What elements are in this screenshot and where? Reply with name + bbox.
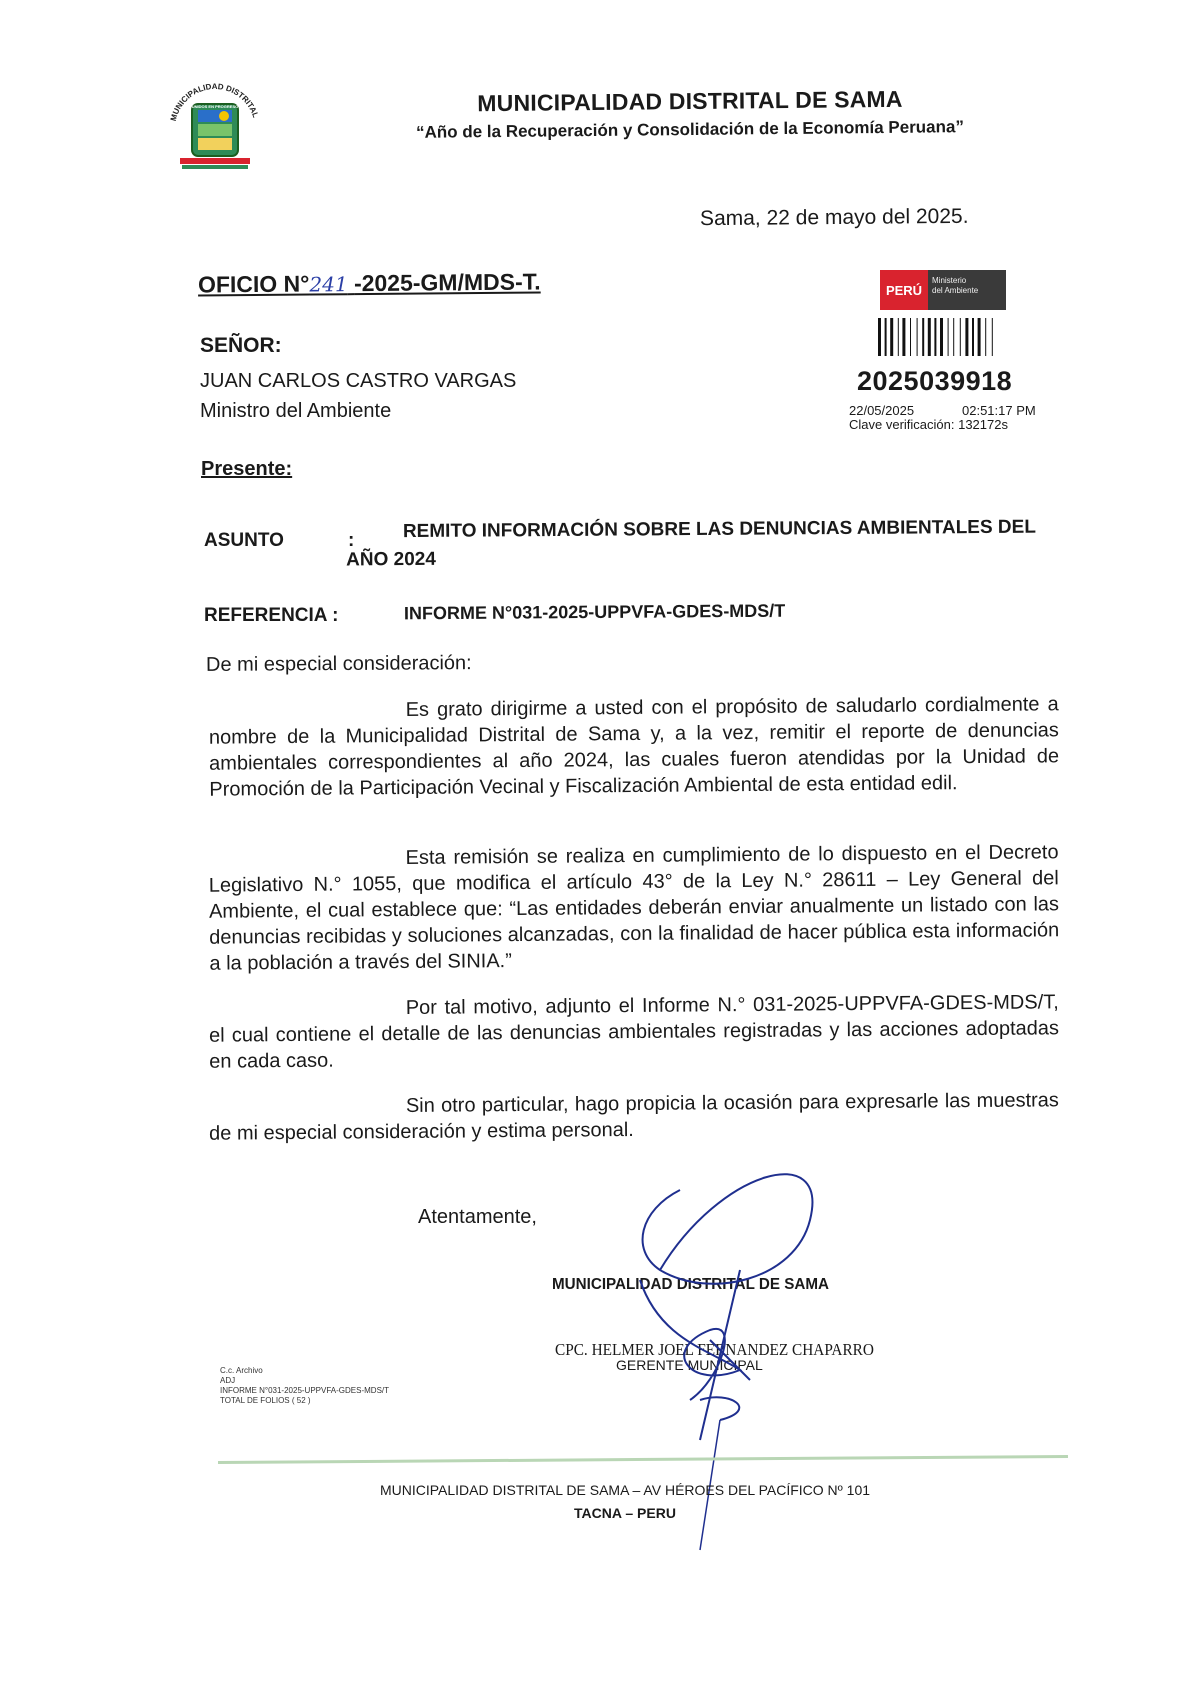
handwritten-signature [600,1150,830,1560]
body-paragraph-3: Por tal motivo, adjunto el Informe N.° 031-2025-UPPVFA-GDES-MDS/T, el cual contiene el detalle de las denuncias ambientales registradas y las acciones adoptadas en cada caso. [208,991,1060,1073]
body-paragraph-1: Es grato dirigirme a usted con el propósito de saludarlo cordialmente a nombre de la Municipalidad Distrital de Sama y, a la vez, remitir el reporte de denuncias ambientales correspondientes al año 2024, las cuales fueron atendidas por la Unidad de Promoción de la Participación Vecinal y Fiscalización Ambiental de esta entidad edil. [208,693,1060,801]
cc-line-4: TOTAL DE FOLIOS ( 52 ) [220,1396,311,1405]
greeting: De mi especial consideración: [205,652,472,676]
stamp-time: 02:51:17 PM [962,403,1036,418]
asunto-label: ASUNTO [204,530,284,551]
footer-address: MUNICIPALIDAD DISTRITAL DE SAMA – AV HÉROES DEL PACÍFICO Nº 101 [379,1482,871,1498]
oficio-number [198,269,541,299]
municipality-seal-logo [160,74,270,184]
cc-line-1: C.c. Archivo [220,1366,263,1375]
seal-arc-text: MUNICIPALIDAD DISTRITAL [168,81,261,123]
cc-block [220,1366,389,1406]
cc-line-2: ADJ [220,1376,236,1385]
header-title: MUNICIPALIDAD DISTRITAL DE SAMA [477,85,903,117]
header-motto: “Año de la Recuperación y Consolidación de la Economía Peruana” [415,117,965,142]
recipient-name: JUAN CARLOS CASTRO VARGAS [200,370,517,392]
footer-city: TACNA – PERU [574,1505,676,1521]
stamp-number: 2025039918 [857,366,1013,396]
body-paragraph-2: Esta remisión se realiza en cumplimiento de lo dispuesto en el Decreto Legislativo N.° 1055, que modifica el artículo 43° de la Ley N.° 28611 – Ley General del Ambiente, el cual establece que: “Las entidades deberán enviar anualmente un listado con las denuncias recibidas y soluciones alcanzadas, con la finalidad de hacer pública esta información a la población a través del SINIA.” [208,841,1060,975]
stamp-date: 22/05/2025 [849,403,915,418]
asunto-text: REMITO INFORMACIÓN SOBRE LAS DENUNCIAS AMBIENTALES DEL AÑO 2024 [346,516,1036,571]
salutation: SEÑOR: [200,334,282,357]
body-paragraph-4: Sin otro particular, hago propicia la ocasión para expresarle las muestras de mi especial consideración y estima personal. [209,1089,1059,1145]
oficio-handwritten-number: 241 [309,272,348,297]
asunto-colon: : [348,530,355,551]
stamp-peru-flag: PERÚ [880,270,928,310]
stamp-ministry-line1: Ministerio [932,276,967,285]
barcode [878,318,1023,356]
signature-org: MUNICIPALIDAD DISTRITAL DE SAMA [552,1276,829,1293]
letter-date: Sama, 22 de mayo del 2025. [699,204,969,231]
seal-inner-text: UNIDOS EN PROGRESO [191,104,239,109]
referencia-text: INFORME N°031-2025-UPPVFA-GDES-MDS/T [403,600,786,624]
signatory-name: CPC. HELMER JOEL FERNANDEZ CHAPARRO [555,1340,874,1359]
oficio-suffix: -2025-GM/MDS-T. [353,268,541,297]
stamp-ministry-line2: del Ambiente [932,286,979,295]
stamp-ministry [932,276,1002,296]
referencia-label: REFERENCIA : [204,605,339,626]
recipient-title: Ministro del Ambiente [200,400,392,422]
presente-label: Presente: [201,458,293,480]
stamp-clave: Clave verificación: 132172s [849,417,1008,432]
cc-line-3: INFORME N°031-2025-UPPVFA-GDES-MDS/T [220,1386,390,1395]
closing: Atentamente, [418,1206,537,1228]
oficio-prefix: OFICIO N° [197,270,310,298]
signatory-role: GERENTE MUNICIPAL [616,1357,763,1373]
